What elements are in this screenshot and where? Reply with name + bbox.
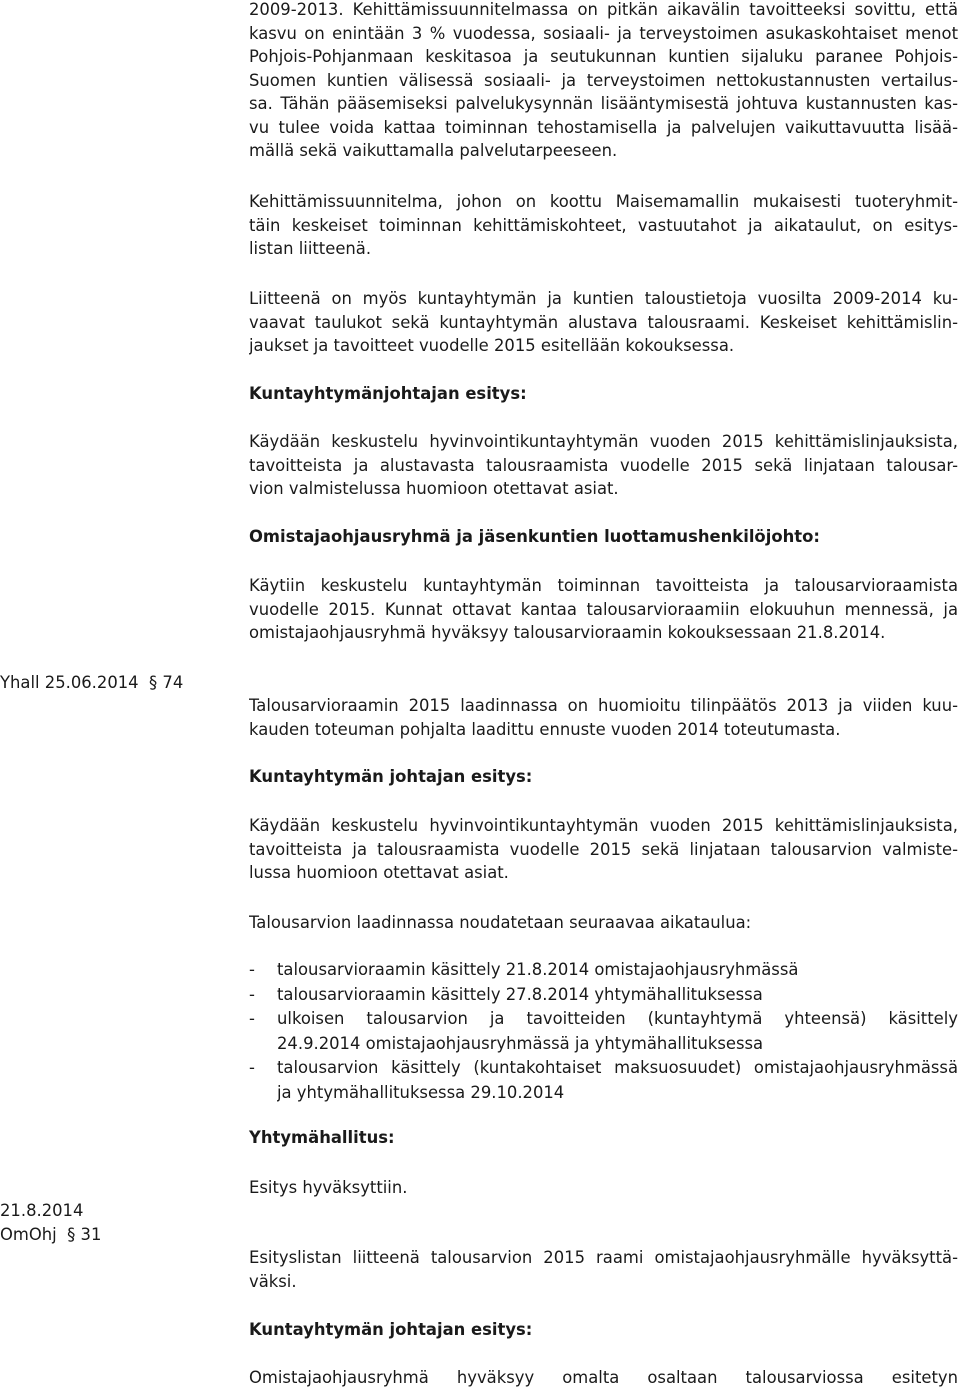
list-dash: -: [249, 1058, 255, 1077]
text-line: ulkoisen talousarvion ja tavoitteiden (kuntayhtymä yhteensä) käsittely: [277, 1009, 958, 1028]
list-item: [249, 1007, 958, 1056]
paragraph-attachments: [249, 287, 958, 358]
paragraph-discussion: [249, 574, 958, 645]
text-line: 24.9.2014 omistajaohjausryhmässä ja yhtymähallituksessa: [277, 1033, 764, 1053]
text-line: vuodelle 2015. Kunnat ottavat kantaa talousarvioraamiin elokuuhun mennessä, ja: [249, 599, 958, 619]
text-line: vu tulee voida kattaa toiminnan tehostamisella ja palvelujen vaikuttavuutta lisää-: [249, 117, 958, 137]
text-line: talousarvioraamin käsittely 27.8.2014 yhtymähallituksessa: [277, 984, 763, 1004]
paragraph-attachment-approval: [249, 1246, 958, 1293]
list-dash: -: [249, 984, 255, 1004]
text-line: vion valmistelussa huomioon otettavat asiat.: [249, 479, 619, 498]
paragraph-final: [249, 1366, 958, 1390]
paragraph-schedule-intro: [249, 911, 958, 935]
text-line: jaukset ja tavoitteet vuodelle 2015 esitellään kokouksessa.: [249, 336, 735, 355]
heading-director-proposal-3: Kuntayhtymän johtajan esitys:: [249, 1320, 533, 1339]
paragraph-budget-goals: [249, 0, 958, 163]
section-number: § 74: [149, 673, 184, 692]
meeting-label: OmOhj: [0, 1224, 57, 1244]
margin-reference-omohj: [0, 1199, 101, 1246]
text-line: Liitteenä on myös kuntayhtymän ja kuntien taloustietoja vuosilta 2009-2014 ku-: [249, 289, 958, 308]
text-line: Pohjois-Pohjanmaan keskitasoa ja seutukunnan kuntien sijaluku paranee Pohjois-: [249, 47, 958, 66]
text-line: kauden toteuman pohjalta laadittu ennuste vuoden 2014 toteutumasta.: [249, 719, 841, 739]
list-item: [249, 983, 958, 1008]
margin-reference-yhall: [0, 671, 183, 695]
heading-director-proposal-2: Kuntayhtymän johtajan esitys:: [249, 767, 533, 786]
list-item: [249, 1056, 958, 1105]
text-line: Talousarvion laadinnassa noudatetaan seuraavaa aikataulua:: [249, 913, 752, 932]
text-line: 2009-2013. Kehittämissuunnitelmassa on pitkän aikavälin tavoitteeksi sovittu, että: [249, 0, 958, 19]
meeting-date: 21.8.2014: [0, 1201, 84, 1220]
text-line: talousarvioraamin käsittely 21.8.2014 omistajaohjausryhmässä: [277, 960, 799, 979]
text-line: Kehittämissuunnitelma, johon on koottu Maisemamallin mukaisesti tuoteryhmit-: [249, 192, 958, 211]
heading-ownership-group: Omistajaohjausryhmä ja jäsenkuntien luottamushenkilöjohto:: [249, 527, 820, 546]
paragraph-proposal-2: [249, 814, 958, 885]
paragraph-approved: [249, 1176, 958, 1200]
text-line: Omistajaohjausryhmä hyväksyy omalta osaltaan talousarviossa esitetyn: [249, 1368, 958, 1387]
text-line: omistajaohjausryhmä hyväksyy talousarvioraamin kokouksessaan 21.8.2014.: [249, 623, 886, 642]
text-line: vaavat taulukot sekä kuntayhtymän alustava talousraami. Keskeiset kehittämislin-: [249, 312, 958, 332]
text-line: Käytiin keskustelu kuntayhtymän toiminnan tavoitteista ja talousarvioraamista: [249, 576, 958, 595]
paragraph-proposal: [249, 430, 958, 501]
paragraph-budget-frame: [249, 694, 958, 741]
text-line: Esityslistan liitteenä talousarvion 2015 raami omistajaohjausryhmälle hyväksyttä-: [249, 1248, 958, 1267]
list-item: [249, 958, 958, 983]
list-dash: -: [249, 1009, 255, 1028]
text-line: sa. Tähän pääsemiseksi palvelukysynnän lisääntymisestä johtuva kustannusten kas-: [249, 94, 958, 113]
text-line: listan liitteenä.: [249, 239, 372, 258]
text-line: täin keskeiset toiminnan kehittämiskohteet, vastuutahot ja aikataulut, on esitys-: [249, 215, 958, 235]
text-line: lussa huomioon otettavat asiat.: [249, 863, 509, 882]
text-line: väksi.: [249, 1271, 297, 1291]
text-line: Käydään keskustelu hyvinvointikuntayhtymän vuoden 2015 kehittämislinjauksista,: [249, 816, 958, 835]
heading-board: Yhtymähallitus:: [249, 1128, 395, 1147]
schedule-list: [249, 958, 958, 1105]
section-number: § 31: [67, 1224, 102, 1244]
text-line: tavoitteista ja talousraamista vuodelle 2015 sekä linjataan talousarvion valmiste-: [249, 839, 958, 859]
text-line: tavoitteista ja alustavasta talousraamista vuodelle 2015 sekä linjataan talousar-: [249, 455, 958, 475]
paragraph-development-plan: [249, 190, 958, 261]
text-line: Suomen kuntien välisessä sosiaali- ja terveystoimen nettokustannusten vertailus-: [249, 70, 958, 90]
meeting-label: Yhall 25.06.2014: [0, 673, 139, 692]
text-line: Talousarvioraamin 2015 laadinnassa on huomioitu tilinpäätös 2013 ja viiden kuu-: [249, 696, 958, 715]
text-line: Käydään keskustelu hyvinvointikuntayhtymän vuoden 2015 kehittämislinjauksista,: [249, 432, 958, 451]
list-dash: -: [249, 960, 255, 979]
text-line: Esitys hyväksyttiin.: [249, 1178, 408, 1197]
text-line: kasvu on enintään 3 % vuodessa, sosiaali- ja terveystoimen asukaskohtaiset menot: [249, 23, 958, 43]
heading-director-proposal: Kuntayhtymänjohtajan esitys:: [249, 384, 527, 403]
text-line: talousarvion käsittely (kuntakohtaiset maksuosuudet) omistajaohjausryhmässä: [277, 1058, 958, 1077]
text-line: ja yhtymähallituksessa 29.10.2014: [277, 1082, 565, 1102]
text-line: mällä sekä vaikuttamalla palvelutarpeeseen.: [249, 141, 618, 160]
